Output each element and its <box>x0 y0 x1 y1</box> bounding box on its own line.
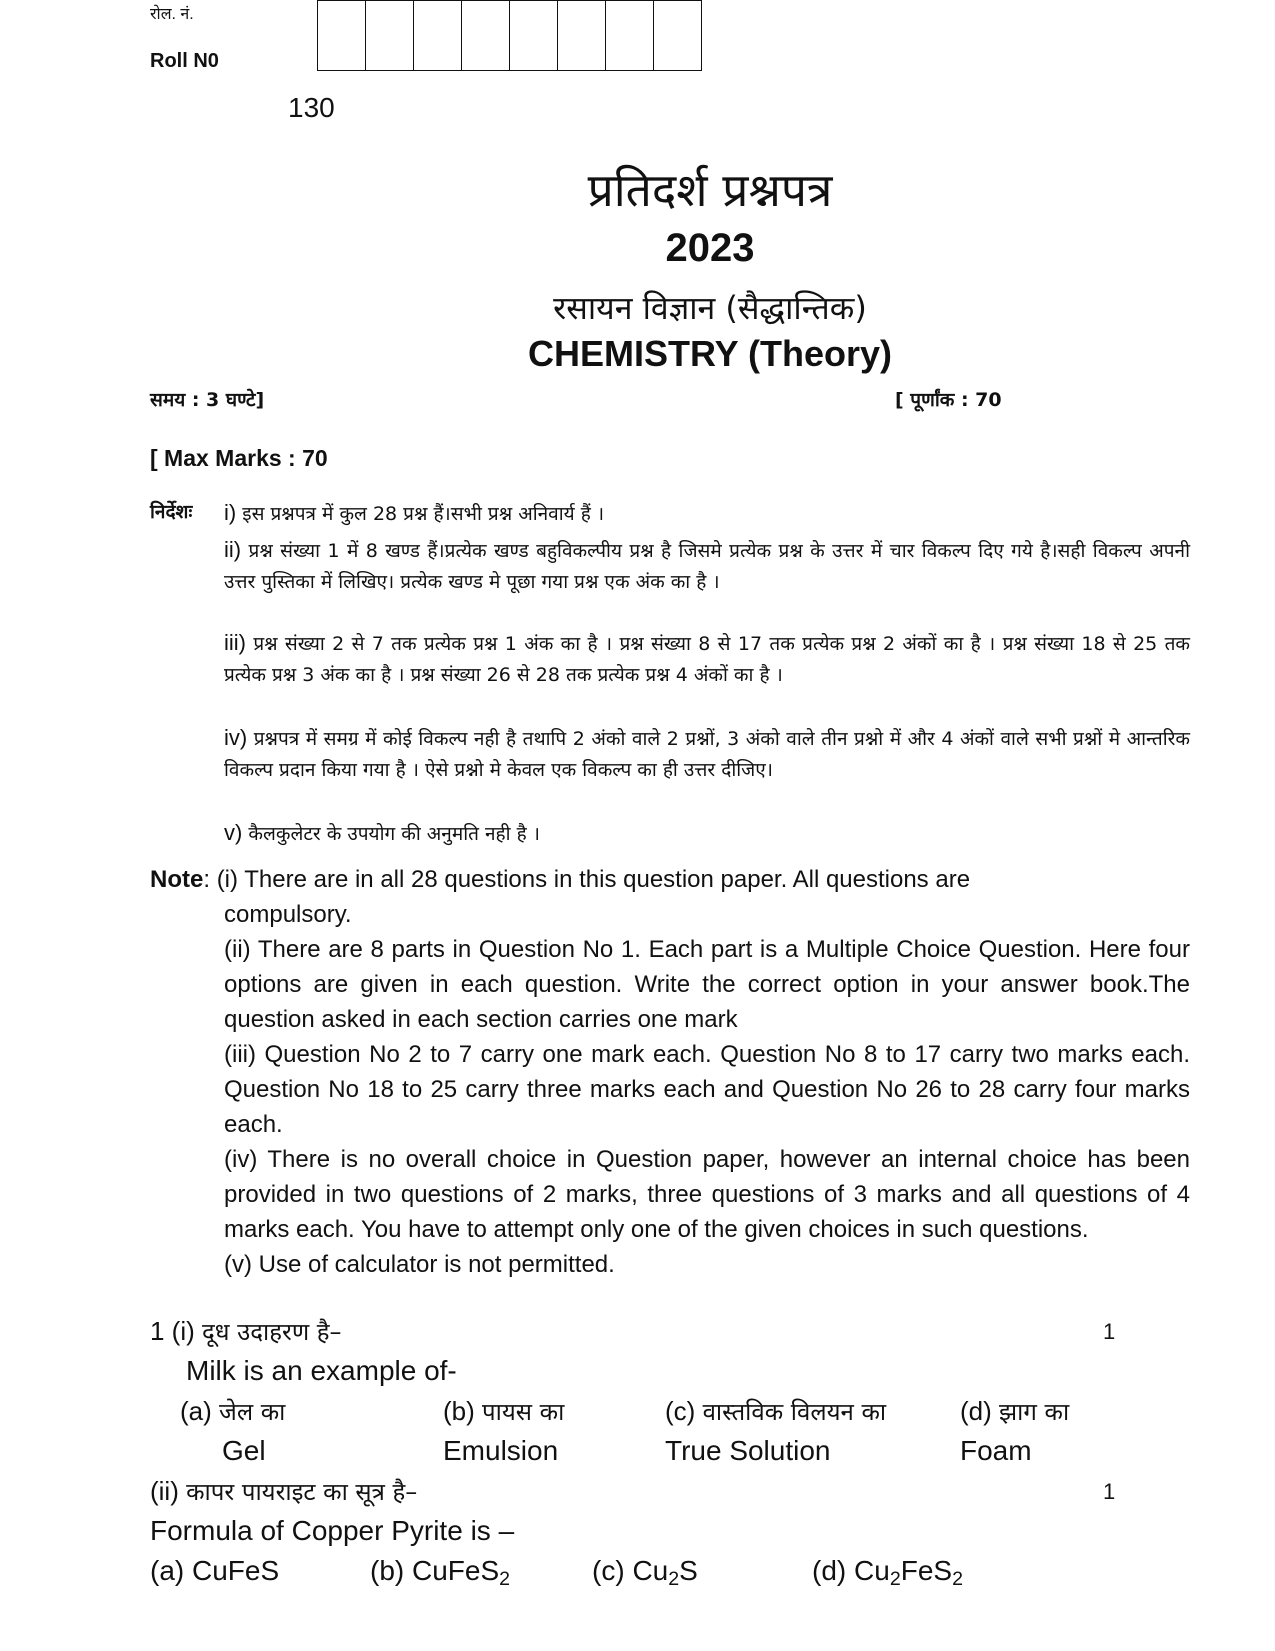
note-label: Note <box>150 866 204 893</box>
roll-number-box[interactable] <box>654 1 702 71</box>
question-text-english: Formula of Copper Pyrite is – <box>150 1515 515 1546</box>
instruction-item: iii) प्रश्न संख्या 2 से 7 तक प्रत्येक प्रश्न 1 अंक का है । प्रश्न संख्या 8 से 17 तक प्रत्येक प्रश्न 2 अंकों का है । प्रश्न संख्या 18 से 25 तक प्रत्येक प्रश्न 3 अंक का है । प्रश्न संख्या 26 से 28 तक प्रत्येक प्रश्न 4 अंकों का है । <box>224 630 1190 686</box>
full-marks-hindi: [ पूर्णांक : 70 <box>895 389 1002 411</box>
option-d: (d) $Cu_2FeS_2$ <box>812 1555 963 1590</box>
roll-number-boxes <box>317 0 702 71</box>
option-c: (c) $Cu_2S$ <box>592 1555 698 1590</box>
question-text-english: Milk is an example of- <box>186 1355 457 1386</box>
option-c-english: True Solution <box>665 1435 831 1466</box>
option-d: (d) झाग का <box>960 1396 1070 1426</box>
time-hindi: समय : 3 घण्टे] <box>150 389 265 411</box>
option-d-english: Foam <box>960 1435 1032 1466</box>
option-b: (b) CuFeS$_2$ <box>370 1555 511 1590</box>
question-text-hindi: दूध उदाहरण है– <box>202 1318 342 1346</box>
note-item: Note: (i) There are in all 28 questions in this question paper. All questions are <box>150 866 971 893</box>
option-b: (b) पायस का <box>443 1396 565 1426</box>
instructions-label: निर्देशः <box>150 501 193 523</box>
question-1-i <box>150 1315 342 1348</box>
roll-number-box[interactable] <box>558 1 606 71</box>
title-year: 2023 <box>665 226 755 270</box>
roll-number-box[interactable] <box>366 1 414 71</box>
question-text-hindi: कापर पायराइट का सूत्र है– <box>186 1478 418 1506</box>
roll-number-box[interactable] <box>318 1 366 71</box>
note-english: Note: (i) There are in all 28 questions in this question paper. All questions are compulsory. (ii) There are 8 parts in Question No 1. Each part is a Multiple Choice Question. Here four options are given in each question. Write the correct option in your answer book.The question asked in each section carries one mark (iii) Question No 2 to 7 carry one mark each. Question No 8 to 17 carry two marks each. Question No 18 to 25 carry three marks each and Question No 26 to 28 carry four marks each. (iv) There is no overall choice in Question paper, however an internal choice has been provided in two questions of 2 marks, three questions of 3 marks and all questions of 4 marks each. You have to attempt only one of the given choices in such questions. (v) Use of calculator is not permitted. <box>150 862 1190 1282</box>
roll-number-box[interactable] <box>414 1 462 71</box>
option-a: (a) CuFeS <box>150 1555 280 1586</box>
option-a: (a) जेल का <box>180 1396 286 1426</box>
option-b-english: Emulsion <box>443 1435 559 1466</box>
option-a-english: Gel <box>222 1435 266 1466</box>
subject-hindi: रसायन विज्ञान (सैद्धान्तिक) <box>553 289 867 327</box>
title-hindi: प्रतिदर्श प्रश्नपत्र <box>587 163 833 217</box>
roll-number-label-hindi: रोल. नं. <box>150 6 194 23</box>
note-item: (iii) Question No 2 to 7 carry one mark each. Question No 8 to 17 carry two marks each. Question No 18 to 25 carry three marks each and Question No 26 to 28 carry four marks each. <box>224 1041 1190 1138</box>
instructions-hindi <box>150 497 1190 845</box>
subject-english: CHEMISTRY (Theory) <box>527 333 893 374</box>
roll-number-label: Roll N0 <box>150 50 219 72</box>
instruction-item: v) कैलकुलेटर के उपयोग की अनुमति नही है । <box>224 820 540 845</box>
instruction-item: i) इस प्रश्नपत्र में कुल 28 प्रश्न हैं।सभी प्रश्न अनिवार्य हैं । <box>224 500 605 525</box>
question-marks: 1 <box>1103 1479 1116 1504</box>
option-c: (c) वास्तविक विलयन का <box>665 1396 887 1426</box>
question-1-ii <box>150 1475 417 1508</box>
paper-code: 130 <box>288 92 335 123</box>
note-item: (iv) There is no overall choice in Question paper, however an internal choice has been provided in two questions of 2 marks, three questions of 3 marks and all questions of 4 marks each. You have to attempt only one of the given choices in such questions. <box>224 1146 1190 1243</box>
note-item: (ii) There are 8 parts in Question No 1. Each part is a Multiple Choice Question. Here four options are given in each question. Write the correct option in your answer book.The question asked in each section carries one mark <box>224 936 1190 1033</box>
instruction-item: iv) प्रश्नपत्र में समग्र में कोई विकल्प नही है तथापि 2 अंको वाले 2 प्रश्नों, 3 अंको वाले तीन प्रश्नो में और 4 अंकों वाले सभी प्रश्नों मे आन्तरिक विकल्प प्रदान किया गया है । ऐसे प्रश्नो मे केवल एक विकल्प का ही उत्तर दीजिए। <box>224 725 1190 781</box>
question-number: 1 (i) <box>150 1316 195 1346</box>
question-marks: 1 <box>1103 1319 1116 1344</box>
instruction-item: ii) प्रश्न संख्या 1 में 8 खण्ड हैं।प्रत्येक खण्ड बहुविकल्पीय प्रश्न है जिसमे प्रत्येक प्रश्न के उत्तर में चार विकल्प दिए गये है।सही विकल्प अपनी उत्तर पुस्तिका में लिखिए। प्रत्येक खण्ड मे पूछा गया प्रश्न एक अंक का है । <box>224 537 1190 593</box>
question-number: (ii) <box>150 1476 179 1506</box>
max-marks: [ Max Marks : 70 <box>150 445 328 471</box>
roll-number-box[interactable] <box>510 1 558 71</box>
roll-number-box[interactable] <box>606 1 654 71</box>
roll-number-box[interactable] <box>462 1 510 71</box>
note-item: (v) Use of calculator is not permitted. <box>224 1251 615 1278</box>
